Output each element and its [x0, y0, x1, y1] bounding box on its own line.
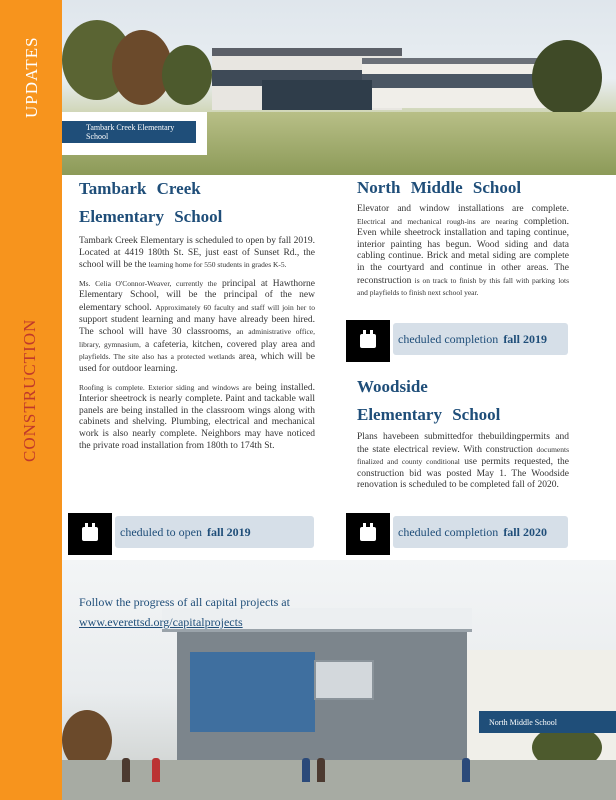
woodside-body: Plans havebeen submittedfor thebuildingpermits and the state electrical review. With construction documents finalized and county conditional use permits requested, the construction bid was posted May 1. The Woodside renovation is scheduled to be completed fall of 2020. — [357, 432, 569, 491]
calendar-icon — [346, 513, 390, 555]
follow-text-block — [79, 592, 290, 632]
top-photo-caption: Tambark Creek Elementary School — [62, 121, 196, 143]
calendar-icon — [346, 320, 390, 362]
capital-projects-link[interactable]: www.everettsd.org/capitalprojects — [79, 615, 243, 629]
construction-label: CONSTRUCTION — [20, 318, 39, 462]
bottom-photo-caption: North Middle School — [479, 711, 616, 733]
tambark-heading: Tambark Creek Elementary School — [79, 179, 223, 226]
woodside-schedule-pill: cheduled completion fall 2020 — [393, 516, 568, 548]
north-body: Elevator and window installations are complete. Electrical and mechanical rough-ins are nearing completion. Even while sheetrock installation and taping continue, interior painting has begun. Wood siding and data cabling continue. Brick and metal siding are complete in the courtyard and continue in other areas. The reconstruction is on track to finish by this fall with parking lots and playfields to finish next school year. — [357, 204, 569, 298]
calendar-icon — [68, 513, 112, 555]
woodside-heading: Woodside Elementary School — [357, 377, 501, 424]
tambark-schedule-pill: cheduled to open fall 2019 — [115, 516, 314, 548]
updates-label: UPDATES — [22, 36, 41, 118]
follow-text: Follow the progress of all capital projects at — [79, 595, 290, 609]
north-heading: North Middle School — [357, 178, 522, 197]
tambark-body: Tambark Creek Elementary is scheduled to open by fall 2019. Located at 4419 180th St. SE, just east of Sunset Rd., the school will be the learning home for 550 students in grades K-5. Ms. Celia O'Connor-Weaver, currently the principal at Hawthorne Elementary School, will be the principal of the new elementary school. Approximately 60 faculty and staff will join her to support student learning and many have already been hired. The school will have 30 classrooms, an administrative office, library, gymnasium, a cafeteria, kitchen, covered play area and playfields. The site also has a protected wetlands area, which will be used for outdoor learning. Roofing is complete. Exterior siding and windows are being installed. Interior sheetrock is nearly complete. Paint and tackable wall panels are being installed in the classroom wings along with cabinets and shelving. Plumbing, electrical and mechanical work is also nearly complete. Neighbors may have noticed the private road installation from 180th to 174th St. — [79, 236, 315, 451]
north-schedule-pill: cheduled completion fall 2019 — [393, 323, 568, 355]
